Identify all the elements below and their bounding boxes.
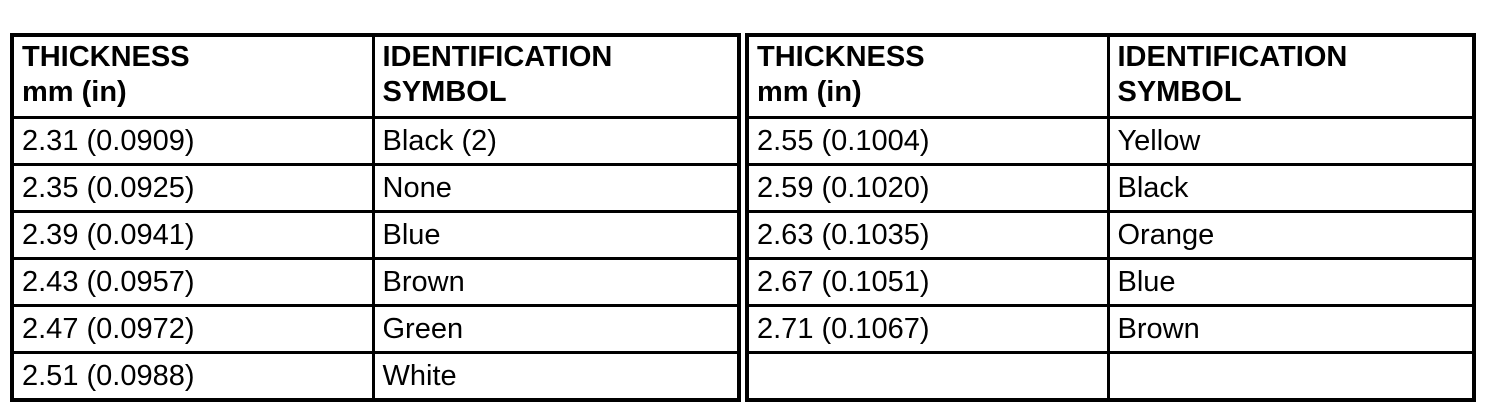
symbol-cell: Green: [373, 306, 739, 353]
header-symbol-line2: SYMBOL: [1117, 76, 1242, 108]
thickness-cell: 2.55 (0.1004): [747, 118, 1108, 165]
table-row: [12, 165, 739, 212]
table-row: [747, 118, 1474, 165]
thickness-cell: [747, 353, 1108, 401]
thickness-cell: 2.31 (0.0909): [12, 118, 373, 165]
thickness-cell: 2.35 (0.0925): [12, 165, 373, 212]
table-row: [747, 259, 1474, 306]
symbol-cell: [1108, 353, 1474, 401]
table-row: [747, 165, 1474, 212]
symbol-cell: Brown: [1108, 306, 1474, 353]
table-row: [12, 306, 739, 353]
table-row: [12, 259, 739, 306]
header-row: [747, 35, 1474, 118]
header-thickness-line2: mm (in): [22, 76, 127, 108]
header-symbol-line1: IDENTIFICATION: [382, 41, 613, 73]
table-row: [747, 306, 1474, 353]
thickness-table-left: [10, 33, 741, 402]
table-row-empty: [747, 353, 1474, 401]
thickness-cell: 2.63 (0.1035): [747, 212, 1108, 259]
thickness-cell: 2.71 (0.1067): [747, 306, 1108, 353]
symbol-cell: Black: [1108, 165, 1474, 212]
symbol-cell: Blue: [373, 212, 739, 259]
symbol-cell: Brown: [373, 259, 739, 306]
header-cell-identification-symbol: [373, 35, 739, 118]
thickness-table-right: [745, 33, 1476, 402]
header-thickness-line1: THICKNESS: [757, 41, 925, 73]
table-row: [12, 212, 739, 259]
header-symbol-line2: SYMBOL: [382, 76, 507, 108]
symbol-cell: Black (2): [373, 118, 739, 165]
symbol-cell: Yellow: [1108, 118, 1474, 165]
header-symbol-line1: IDENTIFICATION: [1117, 41, 1348, 73]
table-row: [12, 353, 739, 401]
header-cell-thickness: [747, 35, 1108, 118]
thickness-cell: 2.51 (0.0988): [12, 353, 373, 401]
symbol-cell: White: [373, 353, 739, 401]
header-thickness-line2: mm (in): [757, 76, 862, 108]
thickness-cell: 2.67 (0.1051): [747, 259, 1108, 306]
header-thickness-line1: THICKNESS: [22, 41, 190, 73]
header-row: [12, 35, 739, 118]
symbol-cell: Blue: [1108, 259, 1474, 306]
thickness-cell: 2.59 (0.1020): [747, 165, 1108, 212]
thickness-tables-wrap: [10, 33, 1476, 402]
header-cell-identification-symbol: [1108, 35, 1474, 118]
header-cell-thickness: [12, 35, 373, 118]
thickness-cell: 2.39 (0.0941): [12, 212, 373, 259]
table-row: [12, 118, 739, 165]
thickness-cell: 2.47 (0.0972): [12, 306, 373, 353]
symbol-cell: Orange: [1108, 212, 1474, 259]
thickness-cell: 2.43 (0.0957): [12, 259, 373, 306]
table-row: [747, 212, 1474, 259]
symbol-cell: None: [373, 165, 739, 212]
